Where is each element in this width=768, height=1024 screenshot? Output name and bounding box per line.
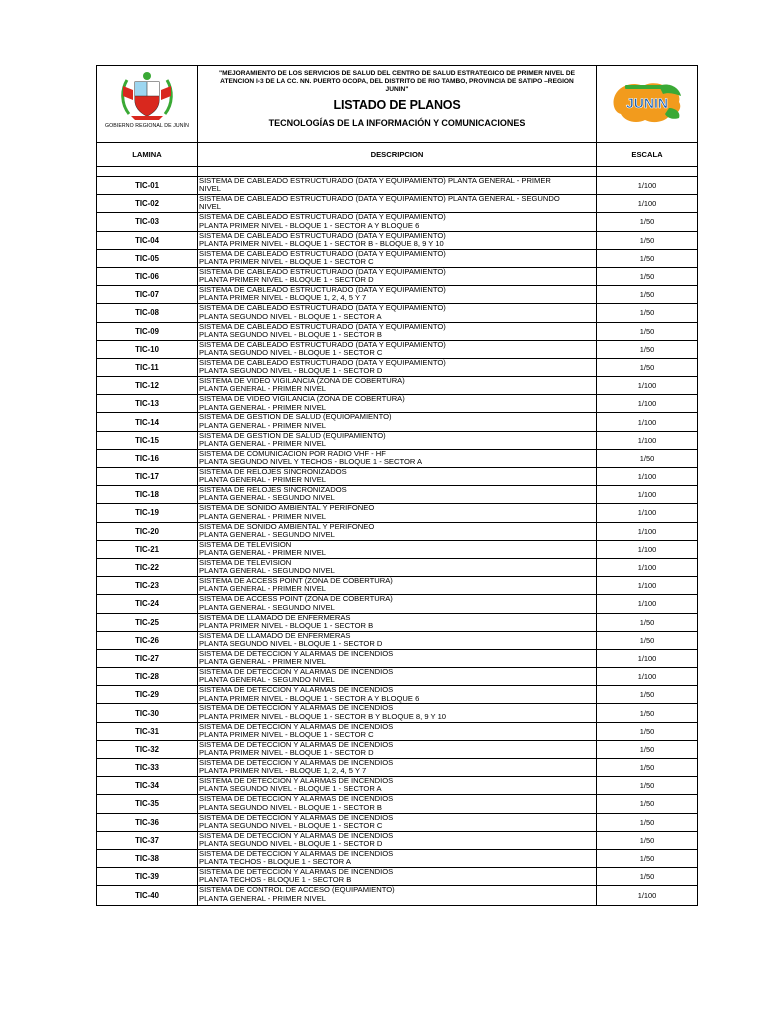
table-row	[97, 595, 697, 613]
descripcion-line: SISTEMA DE DETECCION Y ALARMAS DE INCENDIOS	[199, 722, 394, 731]
descripcion-line: PLANTA SEGUNDO NIVEL - BLOQUE 1 - SECTOR D	[199, 839, 383, 849]
lamina-cell: TIC-26	[97, 632, 198, 649]
table-row	[97, 614, 697, 632]
sheet-header	[97, 66, 697, 143]
descripcion-line: SISTEMA DE DETECCION Y ALARMAS DE INCENDIOS	[199, 704, 394, 713]
descripcion-cell	[198, 595, 597, 612]
table-row	[97, 868, 697, 886]
table-row	[97, 795, 697, 813]
lamina-cell: TIC-21	[97, 541, 198, 558]
lamina-cell: TIC-09	[97, 323, 198, 340]
descripcion-line: PLANTA SEGUNDO NIVEL - BLOQUE 1 - SECTOR C	[199, 820, 383, 830]
lamina-cell: TIC-12	[97, 377, 198, 394]
descripcion-cell	[198, 614, 597, 631]
descripcion-line: SISTEMA DE DETECCION Y ALARMAS DE INCENDIOS	[199, 795, 394, 804]
descripcion-line: SISTEMA DE DETECCION Y ALARMAS DE INCENDIOS	[199, 849, 394, 858]
lamina-cell: TIC-06	[97, 268, 198, 285]
col-header-lamina: LAMINA	[97, 143, 198, 166]
descripcion-cell	[198, 704, 597, 721]
descripcion-line: PLANTA GENERAL - SEGUNDO NIVEL	[199, 566, 335, 576]
lamina-cell: TIC-05	[97, 250, 198, 267]
escala-cell: 1/50	[639, 453, 655, 463]
junin-region-logo-icon	[609, 78, 685, 128]
escala-cell: 1/50	[639, 217, 655, 227]
descripcion-cell	[198, 668, 597, 685]
escala-cell: 1/50	[639, 781, 655, 791]
descripcion-line: PLANTA GENERAL - SEGUNDO NIVEL	[199, 675, 335, 685]
descripcion-line: PLANTA PRIMER NIVEL - BLOQUE 1 - SECTOR D	[199, 748, 374, 758]
table-row	[97, 523, 697, 541]
table-row	[97, 832, 697, 850]
descripcion-line: PLANTA GENERAL - PRIMER NIVEL	[199, 511, 327, 521]
descripcion-cell	[198, 213, 597, 230]
lamina-cell: TIC-07	[97, 286, 198, 303]
lamina-cell: TIC-16	[97, 450, 198, 467]
table-row	[97, 486, 697, 504]
descripcion-cell	[198, 723, 597, 740]
table-row	[97, 323, 697, 341]
descripcion-line: PLANTA GENERAL - PRIMER NIVEL	[199, 548, 327, 558]
descripcion-line: PLANTA GENERAL - PRIMER NIVEL	[199, 402, 327, 412]
lamina-cell: TIC-22	[97, 559, 198, 576]
column-headers	[97, 143, 697, 167]
table-row	[97, 504, 697, 522]
escala-cell: 1/50	[639, 835, 655, 845]
lamina-cell: TIC-23	[97, 577, 198, 594]
descripcion-cell	[198, 413, 597, 430]
project-title-line: ATENCION I-3 DE LA CC. NN. PUERTO OCOPA, DEL DISTRITO DE RIO TAMBO, PROVINCIA DE SATIPO –REGION	[220, 78, 574, 85]
descripcion-cell	[198, 886, 597, 904]
descripcion-cell	[198, 395, 597, 412]
table-row	[97, 432, 697, 450]
escala-cell: 1/50	[639, 253, 655, 263]
descripcion-cell	[198, 432, 597, 449]
descripcion-cell	[198, 304, 597, 321]
lamina-cell: TIC-25	[97, 614, 198, 631]
escala-cell: 1/100	[637, 544, 657, 554]
descripcion-line: SISTEMA DE DETECCION Y ALARMAS DE INCENDIOS	[199, 686, 394, 695]
subtitle: TECNOLOGÍAS DE LA INFORMACIÓN Y COMUNICACIONES	[268, 118, 526, 128]
descripcion-line: PLANTA GENERAL - PRIMER NIVEL	[199, 657, 327, 667]
lamina-cell: TIC-15	[97, 432, 198, 449]
descripcion-line: SISTEMA DE CABLEADO ESTRUCTURADO (DATA Y EQUIPAMIENTO)	[199, 304, 446, 313]
descripcion-line: SISTEMA DE CABLEADO ESTRUCTURADO (DATA Y EQUIPAMIENTO) PLANTA GENERAL - PRIMER	[199, 177, 551, 185]
descripcion-line: SISTEMA DE DETECCION Y ALARMAS DE INCENDIOS	[199, 813, 394, 822]
descripcion-line: SISTEMA DE RELOJES SINCRONIZADOS	[199, 468, 347, 476]
table-row	[97, 304, 697, 322]
lamina-cell: TIC-33	[97, 759, 198, 776]
descripcion-cell	[198, 323, 597, 340]
descripcion-line: PLANTA GENERAL - PRIMER NIVEL	[199, 438, 327, 448]
lamina-cell: TIC-30	[97, 704, 198, 721]
table-row	[97, 577, 697, 595]
project-title	[198, 66, 596, 94]
escala-cell: 1/50	[639, 235, 655, 245]
escala-cell: 1/100	[637, 199, 657, 209]
descripcion-line: PLANTA TECHOS - BLOQUE 1 - SECTOR B	[199, 875, 352, 885]
table-row	[97, 668, 697, 686]
lamina-cell: TIC-34	[97, 777, 198, 794]
descripcion-line: SISTEMA DE GESTION DE SALUD (EQUIOPAMIENTO)	[199, 413, 392, 422]
table-row	[97, 741, 697, 759]
escala-cell: 1/50	[639, 854, 655, 864]
descripcion-cell	[198, 868, 597, 885]
escala-cell: 1/50	[639, 817, 655, 827]
escala-cell: 1/50	[639, 872, 655, 882]
lamina-cell: TIC-31	[97, 723, 198, 740]
lamina-cell: TIC-40	[97, 886, 198, 904]
descripcion-line: SISTEMA DE DETECCION Y ALARMAS DE INCENDIOS	[199, 777, 394, 786]
plan-list	[97, 177, 697, 905]
table-row	[97, 232, 697, 250]
descripcion-line: SISTEMA DE SONIDO AMBIENTAL Y PERIFONEO	[199, 504, 375, 513]
descripcion-cell	[198, 250, 597, 267]
table-row	[97, 541, 697, 559]
descripcion-cell	[198, 850, 597, 867]
descripcion-line: PLANTA PRIMER NIVEL - BLOQUE 1 - SECTOR C	[199, 257, 374, 267]
descripcion-cell	[198, 632, 597, 649]
table-row	[97, 686, 697, 704]
escala-cell: 1/50	[639, 326, 655, 336]
descripcion-line: SISTEMA DE COMUNICACION POR RADIO VHF - HF	[199, 449, 386, 458]
descripcion-cell	[198, 486, 597, 503]
right-logo-cell	[597, 66, 697, 142]
table-row	[97, 377, 697, 395]
escala-cell: 1/50	[639, 362, 655, 372]
descripcion-line: PLANTA GENERAL - PRIMER NIVEL	[199, 475, 327, 485]
descripcion-line: PLANTA PRIMER NIVEL - BLOQUE 1 - SECTOR C	[199, 729, 374, 739]
descripcion-line: PLANTA PRIMER NIVEL - BLOQUE 1 - SECTOR A Y BLOQUE 6	[199, 693, 420, 703]
table-row	[97, 395, 697, 413]
table-row	[97, 650, 697, 668]
descripcion-line: SISTEMA DE TELEVISION	[199, 540, 292, 549]
table-row	[97, 413, 697, 431]
descripcion-line: PLANTA SEGUNDO NIVEL - BLOQUE 1 - SECTOR B	[199, 802, 382, 812]
escala-cell: 1/50	[639, 763, 655, 773]
descripcion-line: PLANTA SEGUNDO NIVEL - BLOQUE 1 - SECTOR D	[199, 638, 383, 648]
escala-cell: 1/50	[639, 272, 655, 282]
escala-cell: 1/50	[639, 726, 655, 736]
table-row	[97, 723, 697, 741]
escala-cell: 1/50	[639, 617, 655, 627]
escala-cell: 1/100	[637, 599, 657, 609]
lamina-cell: TIC-08	[97, 304, 198, 321]
lamina-cell: TIC-01	[97, 177, 198, 194]
blank-row	[97, 167, 697, 177]
table-row	[97, 268, 697, 286]
table-row	[97, 341, 697, 359]
escala-cell: 1/50	[639, 635, 655, 645]
table-row	[97, 632, 697, 650]
descripcion-line: PLANTA GENERAL - SEGUNDO NIVEL	[199, 529, 335, 539]
descripcion-cell	[198, 268, 597, 285]
descripcion-cell	[198, 177, 597, 194]
descripcion-line: SISTEMA DE CABLEADO ESTRUCTURADO (DATA Y EQUIPAMIENTO)	[199, 358, 446, 367]
descripcion-line: SISTEMA DE VIDEO VIGILANCIA (ZONA DE COBERTURA)	[199, 395, 405, 404]
lamina-cell: TIC-04	[97, 232, 198, 249]
lamina-cell: TIC-02	[97, 195, 198, 212]
lamina-cell: TIC-37	[97, 832, 198, 849]
table-row	[97, 850, 697, 868]
descripcion-line: PLANTA SEGUNDO NIVEL - BLOQUE 1 - SECTOR A	[199, 311, 382, 321]
descripcion-cell	[198, 541, 597, 558]
lamina-cell: TIC-11	[97, 359, 198, 376]
descripcion-line: SISTEMA DE ACCESS POINT (ZONA DE COBERTURA)	[199, 595, 393, 604]
descripcion-line: SISTEMA DE DETECCION Y ALARMAS DE INCENDIOS	[199, 831, 394, 840]
escala-cell: 1/50	[639, 799, 655, 809]
escala-cell: 1/100	[637, 563, 657, 573]
escala-cell: 1/50	[639, 708, 655, 718]
lamina-cell: TIC-27	[97, 650, 198, 667]
escala-cell: 1/50	[639, 344, 655, 354]
descripcion-cell	[198, 686, 597, 703]
descripcion-line: PLANTA PRIMER NIVEL - BLOQUE 1 - SECTOR D	[199, 275, 374, 285]
descripcion-line: SISTEMA DE CABLEADO ESTRUCTURADO (DATA Y EQUIPAMIENTO)	[199, 322, 446, 331]
descripcion-line: NIVEL	[199, 184, 221, 194]
table-row	[97, 177, 697, 195]
planos-sheet	[96, 65, 698, 906]
descripcion-line: SISTEMA DE GESTION DE SALUD (EQUIPAMIENTO)	[199, 431, 386, 440]
table-row	[97, 886, 697, 904]
escala-cell: 1/100	[637, 653, 657, 663]
escala-cell: 1/100	[637, 508, 657, 518]
descripcion-line: SISTEMA DE DETECCION Y ALARMAS DE INCENDIOS	[199, 868, 394, 877]
col-header-escala: ESCALA	[631, 150, 663, 159]
left-logo-cell	[97, 66, 198, 142]
descripcion-line: PLANTA SEGUNDO NIVEL - BLOQUE 1 - SECTOR B	[199, 329, 382, 339]
descripcion-cell	[198, 286, 597, 303]
descripcion-line: SISTEMA DE TELEVISION	[199, 558, 292, 567]
descripcion-cell	[198, 795, 597, 812]
descripcion-line: SISTEMA DE CABLEADO ESTRUCTURADO (DATA Y EQUIPAMIENTO)	[199, 249, 446, 258]
gobierno-regional-label: GOBIERNO REGIONAL DE JUNÍN	[105, 123, 189, 129]
descripcion-cell	[198, 377, 597, 394]
table-row	[97, 704, 697, 722]
descripcion-line: PLANTA GENERAL - PRIMER NIVEL	[199, 893, 327, 903]
descripcion-line: PLANTA PRIMER NIVEL - BLOQUE 1, 2, 4, 5 Y 7	[199, 293, 367, 303]
lamina-cell: TIC-10	[97, 341, 198, 358]
descripcion-line: SISTEMA DE CABLEADO ESTRUCTURADO (DATA Y EQUIPAMIENTO)	[199, 213, 446, 222]
descripcion-line: SISTEMA DE CABLEADO ESTRUCTURADO (DATA Y EQUIPAMIENTO)	[199, 286, 446, 295]
escala-cell: 1/100	[637, 181, 657, 191]
escala-cell: 1/50	[639, 690, 655, 700]
table-row	[97, 286, 697, 304]
lamina-cell: TIC-29	[97, 686, 198, 703]
escala-cell: 1/100	[637, 490, 657, 500]
escala-cell: 1/100	[637, 581, 657, 591]
lamina-cell: TIC-17	[97, 468, 198, 485]
table-row	[97, 250, 697, 268]
lamina-cell: TIC-39	[97, 868, 198, 885]
descripcion-line: PLANTA SEGUNDO NIVEL - BLOQUE 1 - SECTOR D	[199, 366, 383, 376]
table-row	[97, 359, 697, 377]
descripcion-line: SISTEMA DE LLAMADO DE ENFERMERAS	[199, 631, 351, 640]
lamina-cell: TIC-13	[97, 395, 198, 412]
table-row	[97, 450, 697, 468]
descripcion-line: SISTEMA DE VIDEO VIGILANCIA (ZONA DE COBERTURA)	[199, 377, 405, 386]
lamina-cell: TIC-19	[97, 504, 198, 521]
table-row	[97, 195, 697, 213]
escala-cell: 1/50	[639, 290, 655, 300]
lamina-cell: TIC-35	[97, 795, 198, 812]
escala-cell: 1/100	[637, 890, 657, 900]
descripcion-line: PLANTA SEGUNDO NIVEL - BLOQUE 1 - SECTOR A	[199, 784, 382, 794]
descripcion-line: SISTEMA DE SONIDO AMBIENTAL Y PERIFONEO	[199, 522, 375, 531]
lamina-cell: TIC-38	[97, 850, 198, 867]
lamina-cell: TIC-24	[97, 595, 198, 612]
descripcion-line: NIVEL	[199, 202, 221, 212]
descripcion-cell	[198, 468, 597, 485]
descripcion-line: SISTEMA DE CABLEADO ESTRUCTURADO (DATA Y EQUIPAMIENTO)	[199, 231, 446, 240]
descripcion-line: SISTEMA DE CABLEADO ESTRUCTURADO (DATA Y EQUIPAMIENTO) PLANTA GENERAL - SEGUNDO	[199, 195, 560, 204]
lamina-cell: TIC-14	[97, 413, 198, 430]
descripcion-line: PLANTA GENERAL - SEGUNDO NIVEL	[199, 602, 335, 612]
lamina-cell: TIC-03	[97, 213, 198, 230]
table-row	[97, 559, 697, 577]
descripcion-cell	[198, 232, 597, 249]
descripcion-line: PLANTA GENERAL - PRIMER NIVEL	[199, 584, 327, 594]
table-row	[97, 814, 697, 832]
descripcion-line: SISTEMA DE RELOJES SINCRONIZADOS	[199, 486, 347, 495]
project-title-line: JUNIN"	[385, 86, 409, 93]
descripcion-cell	[198, 341, 597, 358]
descripcion-line: PLANTA PRIMER NIVEL - BLOQUE 1, 2, 4, 5 Y 7	[199, 766, 367, 776]
descripcion-line: SISTEMA DE DETECCION Y ALARMAS DE INCENDIOS	[199, 740, 394, 749]
descripcion-line: PLANTA PRIMER NIVEL - BLOQUE 1 - SECTOR A Y BLOQUE 6	[199, 220, 420, 230]
descripcion-line: SISTEMA DE ACCESS POINT (ZONA DE COBERTURA)	[199, 577, 393, 586]
escala-cell: 1/100	[637, 381, 657, 391]
descripcion-line: PLANTA GENERAL - PRIMER NIVEL	[199, 420, 327, 430]
lamina-cell: TIC-20	[97, 523, 198, 540]
descripcion-cell	[198, 504, 597, 521]
escala-cell: 1/100	[637, 472, 657, 482]
descripcion-cell	[198, 650, 597, 667]
list-title: LISTADO DE PLANOS	[333, 98, 461, 112]
descripcion-line: SISTEMA DE DETECCION Y ALARMAS DE INCENDIOS	[199, 668, 394, 677]
table-row	[97, 777, 697, 795]
escala-cell: 1/100	[637, 672, 657, 682]
col-header-descripcion: DESCRIPCION	[198, 143, 597, 166]
descripcion-cell	[198, 559, 597, 576]
descripcion-cell	[198, 577, 597, 594]
table-row	[97, 759, 697, 777]
descripcion-cell	[198, 741, 597, 758]
descripcion-line: SISTEMA DE CABLEADO ESTRUCTURADO (DATA Y EQUIPAMIENTO)	[199, 340, 446, 349]
descripcion-line: SISTEMA DE CABLEADO ESTRUCTURADO (DATA Y EQUIPAMIENTO)	[199, 267, 446, 276]
descripcion-line: SISTEMA DE DETECCION Y ALARMAS DE INCENDIOS	[199, 759, 394, 767]
escala-cell: 1/50	[639, 744, 655, 754]
lamina-cell: TIC-18	[97, 486, 198, 503]
descripcion-line: SISTEMA DE DETECCION Y ALARMAS DE INCENDIOS	[199, 649, 394, 658]
lamina-cell: TIC-28	[97, 668, 198, 685]
descripcion-cell	[198, 814, 597, 831]
descripcion-line: PLANTA PRIMER NIVEL - BLOQUE 1 - SECTOR B - BLOQUE 8, 9 Y 10	[199, 238, 444, 248]
descripcion-line: PLANTA PRIMER NIVEL - BLOQUE 1 - SECTOR B	[199, 620, 374, 630]
junin-logo-text: JUNIN	[625, 95, 669, 111]
descripcion-cell	[198, 832, 597, 849]
descripcion-cell	[198, 195, 597, 212]
lamina-cell: TIC-32	[97, 741, 198, 758]
descripcion-line: SISTEMA DE LLAMADO DE ENFERMERAS	[199, 613, 351, 622]
table-row	[97, 468, 697, 486]
escala-cell: 1/50	[639, 308, 655, 318]
descripcion-line: PLANTA TECHOS - BLOQUE 1 - SECTOR A	[199, 857, 351, 867]
peru-coat-of-arms-icon	[117, 70, 177, 122]
descripcion-cell	[198, 523, 597, 540]
descripcion-line: PLANTA PRIMER NIVEL - BLOQUE 1 - SECTOR B Y BLOQUE 8, 9 Y 10	[199, 711, 447, 721]
descripcion-line: PLANTA GENERAL - SEGUNDO NIVEL	[199, 493, 335, 503]
title-cell	[198, 66, 597, 142]
project-title-line: "MEJORAMIENTO DE LOS SERVICIOS DE SALUD DEL CENTRO DE SALUD ESTRATEGICO DE PRIMER NIVEL DE	[218, 70, 576, 77]
descripcion-line: PLANTA SEGUNDO NIVEL Y TECHOS - BLOQUE 1 - SECTOR A	[199, 457, 423, 467]
lamina-cell: TIC-36	[97, 814, 198, 831]
descripcion-line: PLANTA GENERAL - PRIMER NIVEL	[199, 384, 327, 394]
descripcion-line: SISTEMA DE CONTROL DE ACCESO (EQUIPAMIENTO)	[199, 886, 395, 895]
descripcion-cell	[198, 450, 597, 467]
descripcion-line: PLANTA SEGUNDO NIVEL - BLOQUE 1 - SECTOR C	[199, 347, 383, 357]
escala-cell: 1/100	[637, 399, 657, 409]
escala-cell: 1/100	[637, 526, 657, 536]
descripcion-cell	[198, 759, 597, 776]
descripcion-cell	[198, 777, 597, 794]
descripcion-cell	[198, 359, 597, 376]
table-row	[97, 213, 697, 231]
escala-cell: 1/100	[637, 417, 657, 427]
escala-cell: 1/100	[637, 435, 657, 445]
